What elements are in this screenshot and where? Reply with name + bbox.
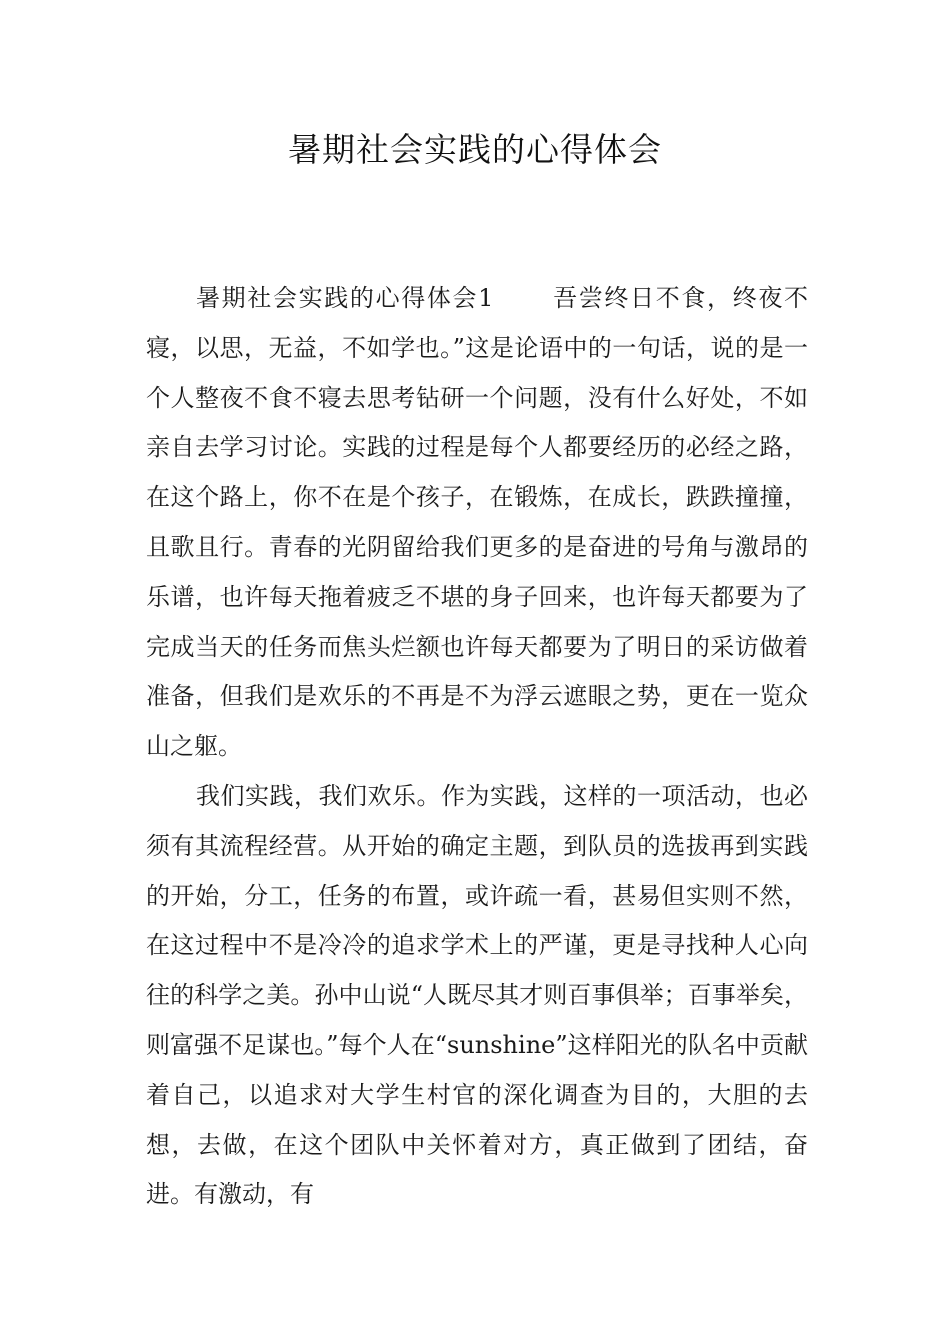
- paragraph-text: 吾尝终日不食，终夜不寝，以思，无益，不如学也。”这是论语中的一句话，说的是一个人整夜不食不寝去思考钻研一个问题，没有什么好处，不如亲自去学习讨论。实践的过程是每个人都要经历的必经之路，在这个路上，你不在是个孩子，在锻炼，在成长，跌跌撞撞，且歌且行。青春的光阴留给我们更多的是奋进的号角与激昂的乐谱，也许每天拖着疲乏不堪的身子回来，也许每天都要为了完成当天的任务而焦头烂额也许每天都要为了明日的采访做着准备，但我们是欢乐的不再是不为浮云遮眼之势，更在一览众山之躯。: [146, 284, 809, 761]
- document-body: [146, 274, 808, 1220]
- paragraph-2: 我们实践，我们欢乐。作为实践，这样的一项活动，也必须有其流程经营。从开始的确定主题，到队员的选拔再到实践的开始，分工，任务的布置，或许疏一看，甚易但实则不然，在这过程中不是冷冷的追求学术上的严谨，更是寻找种人心向往的科学之美。孙中山说“人既尽其才则百事俱举；百事举矣，则富强不足谋也。”每个人在“sunshine”这样阳光的队名中贡献着自己，以追求对大学生村官的深化调查为目的，大胆的去想，去做，在这个团队中关怀着对方，真正做到了团结，奋进。有激动，有: [146, 781, 808, 1209]
- paragraph-1: [146, 274, 808, 772]
- document-title: 暑期社会实践的心得体会: [288, 130, 662, 169]
- paragraph-heading: 暑期社会实践的心得体会1: [196, 284, 494, 312]
